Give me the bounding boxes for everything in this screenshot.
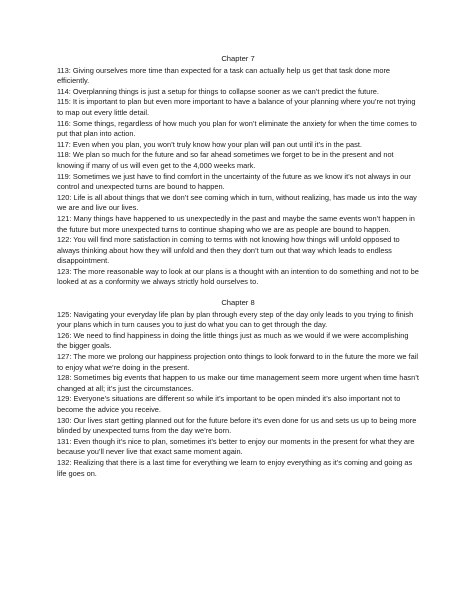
entry-131: 131: Even though it’s nice to plan, sometimes it’s better to enjoy our moments in the present for what they are because you’ll never live that exact same moment again. (57, 436, 415, 457)
entry-129: 129: Everyone’s situations are different so while it’s important to be open minded it’s also important not to become the advice you receive. (57, 394, 401, 414)
chapter-7-section (57, 54, 419, 288)
chapter-title: Chapter 8 (221, 298, 255, 308)
entry-118: 118: We plan so much for the future and so far ahead sometimes we forget to be in the present and not knowing if many of us will even get to the 4,000 weeks mark. (57, 150, 394, 170)
entry-127: 127: The more we prolong our happiness projection onto things to look forward to in the future the more we fail to enjoy what we’re doing in the present. (57, 352, 418, 372)
entry-120: 120: Life is all about things that we don’t see coming which in turn, without realizing, has made us into the way we are and live our lives. (57, 192, 417, 213)
chapter-title: Chapter 7 (221, 54, 255, 63)
entry-128: 128: Sometimes big events that happen to us make our time management seem more urgent when time hasn’t changed at all; it’s just the circumstances. (57, 373, 419, 393)
entry-117: 117: Even when you plan, you won’t truly know how your plan will pan out until it’s in the past. (57, 139, 362, 149)
entry-121: 121: Many things have happened to us unexpectedly in the past and maybe the same events won’t happen in the future but more unexpected turns to continue shaping who we are as people are bound to happen. (57, 213, 415, 234)
entry-126: 126: We need to find happiness in doing the little things just as much as we would if we were accomplishing the bigger goals. (57, 330, 409, 351)
entry-130: 130: Our lives start getting planned out for the future before it’s even done for us and sets us up to being more blinded by unexpected turns from the day we’re born. (57, 415, 417, 436)
document-body (57, 54, 419, 479)
entry-123: 123: The more reasonable way to look at our plans is a thought with an intention to do something and not to be looked at as a conformity we always strictly hold ourselves to. (57, 266, 419, 287)
entry-122: 122: You will find more satisfaction in coming to terms with not knowing how things will unfold opposed to always thinking about how they will unfold and then they don’t turn out that way which leads to endless disappointment. (57, 235, 400, 266)
entry-132: 132: Realizing that there is a last time for everything we learn to enjoy everything as it’s coming and going as life goes on. (57, 457, 413, 478)
entry-116: 116: Some things, regardless of how much you plan for won’t eliminate the anxiety for when the time comes to put that plan into action. (57, 118, 417, 139)
chapter-8-section (57, 298, 419, 479)
entry-114: 114: Overplanning things is just a setup for things to collapse sooner as we can’t predict the future. (57, 86, 379, 96)
entry-119: 119: Sometimes we just have to find comfort in the uncertainty of the future as we know it’s not always in our control and unexpected turns are bound to happen. (57, 171, 411, 192)
entry-115: 115: It is important to plan but even more important to have a balance of your planning where you’re not trying to map out every little detail. (57, 97, 416, 117)
entry-125: 125: Navigating your everyday life plan by plan through every step of the day only leads to you trying to finish your plans which in turn causes you to just do what you can to get through the day. (57, 309, 414, 330)
entry-113: 113: Giving ourselves more time than expected for a task can actually help us get that task done more efficiently. (57, 65, 391, 86)
